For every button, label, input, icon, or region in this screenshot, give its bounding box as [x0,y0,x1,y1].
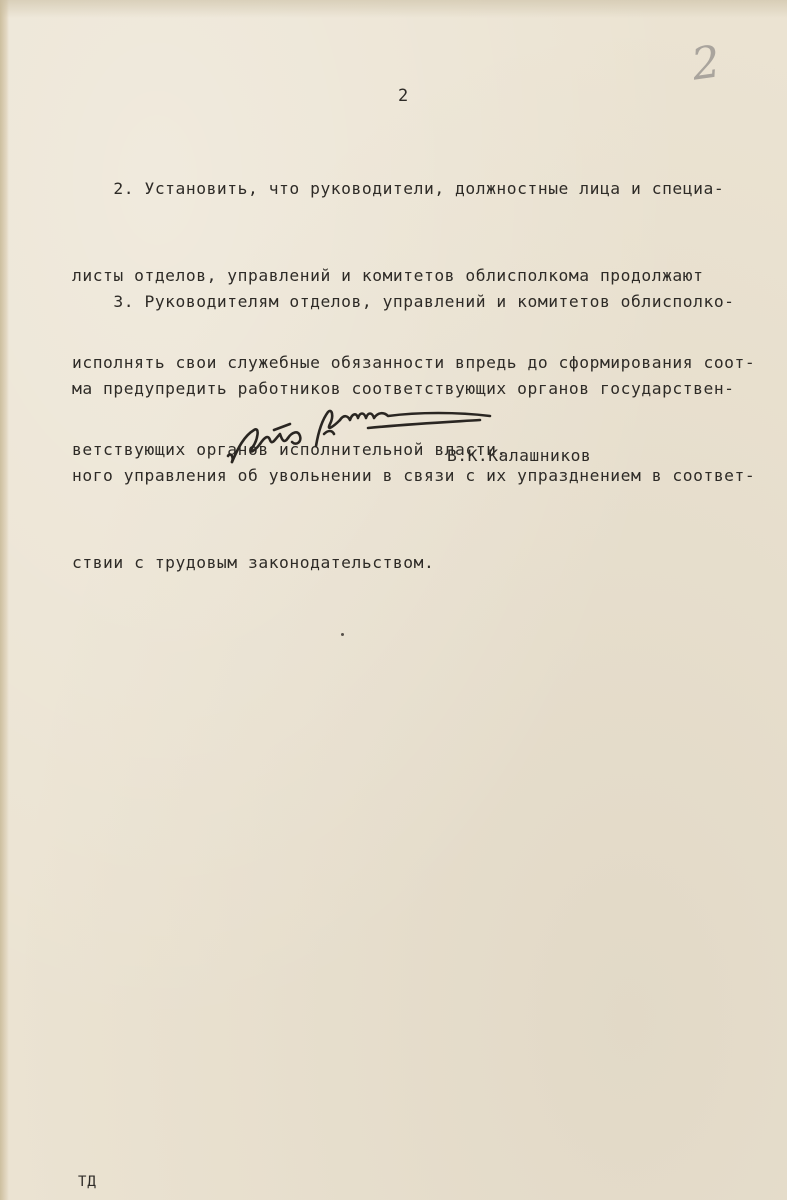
text-line: листы отделов, управлений и комитетов облисполкома продолжают [72,266,704,285]
paper-edge [0,0,9,1200]
text-line: исполнять свои служебные обязанности впредь до сформирования соот- [72,353,756,372]
paper-top-shadow [0,0,787,18]
archive-page-number: 2 [688,36,724,91]
text-line: 2. Установить, что руководители, должностные лица и специа- [72,179,725,198]
page-number: 2 [398,86,409,106]
handwritten-signature [218,390,508,480]
ink-speck [341,633,344,636]
text-line: ветствующих органов исполнительной власти. [72,440,507,459]
text-line: ного управления об увольнении в связи с их упразднением в соответ- [72,466,756,485]
text-line: 3. Руководителям отделов, управлений и комитетов облисполко- [72,292,735,311]
text-line: ма предупредить работников соответствующих органов государствен- [72,379,735,398]
typist-mark: ТД [78,1174,97,1190]
signer-name: В.К.Калашников [447,446,592,465]
text-line: ствии с трудовым законодательством. [72,553,435,572]
